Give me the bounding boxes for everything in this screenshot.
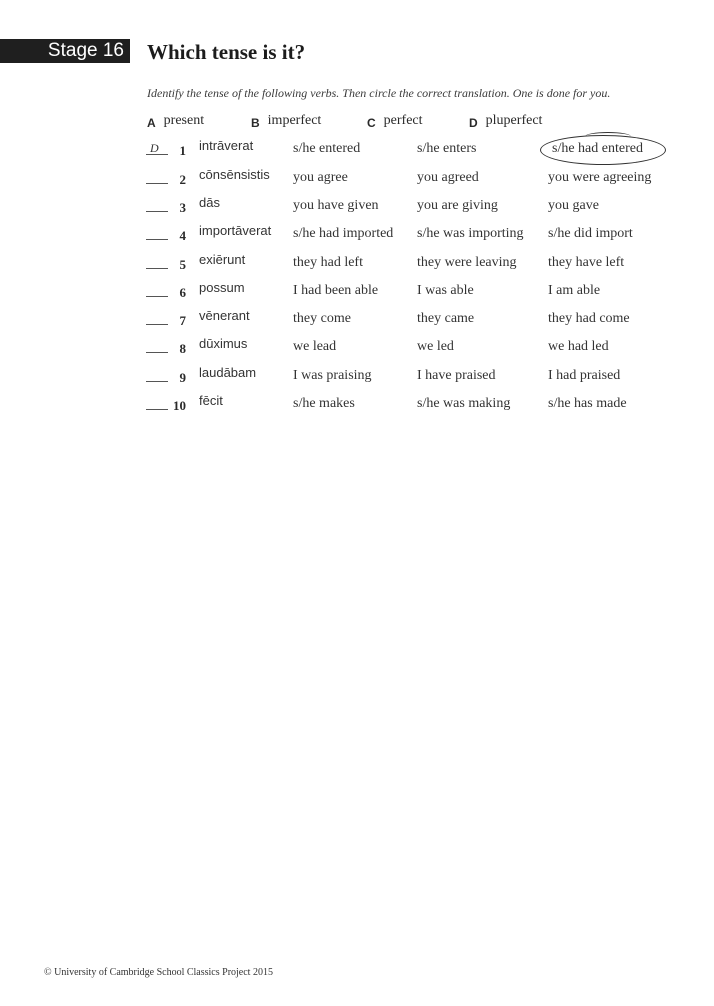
latin-verb: importāverat	[199, 223, 272, 238]
exercise-row	[0, 280, 714, 309]
translation-option[interactable]: I have praised	[417, 368, 496, 383]
translation-option-circled[interactable]: s/he had entered	[552, 141, 643, 156]
translation-option[interactable]: s/he has made	[548, 396, 627, 411]
answer-blank[interactable]	[146, 239, 168, 240]
answer-blank[interactable]	[146, 381, 168, 382]
exercise-row	[0, 336, 714, 365]
translation-option[interactable]: you are giving	[417, 198, 498, 213]
latin-verb: dūximus	[199, 336, 248, 351]
answer-blank[interactable]	[146, 409, 168, 410]
item-number: 5	[179, 257, 186, 272]
stage-badge: Stage 16	[0, 39, 130, 63]
translation-option[interactable]: s/he entered	[293, 141, 361, 156]
translation-option[interactable]: s/he makes	[293, 396, 355, 411]
instructions: Identify the tense of the following verbs. Then circle the correct translation. One is done for you.	[147, 86, 611, 100]
pen-stroke-mark	[585, 132, 631, 141]
exercise-row	[0, 393, 714, 422]
translation-option[interactable]: s/he was making	[417, 396, 511, 411]
translation-option[interactable]: we had led	[548, 339, 609, 354]
key-item-b	[251, 113, 321, 129]
key-label: present	[163, 113, 205, 128]
key-item-d	[469, 113, 542, 129]
answer-blank[interactable]	[146, 352, 168, 353]
translation-option[interactable]: they were leaving	[417, 255, 517, 270]
translation-option[interactable]: I had praised	[548, 368, 621, 383]
translation-option[interactable]: you agreed	[417, 170, 479, 185]
latin-verb: cōnsēnsistis	[199, 167, 270, 182]
answer-blank[interactable]	[146, 324, 168, 325]
translation-option[interactable]: you were agreeing	[548, 170, 652, 185]
key-label: pluperfect	[485, 113, 543, 128]
translation-option[interactable]: they had come	[548, 311, 630, 326]
answer-blank[interactable]	[146, 211, 168, 212]
answer-blank[interactable]	[146, 268, 168, 269]
page-title: Which tense is it?	[147, 40, 306, 64]
translation-option[interactable]: s/he had imported	[293, 226, 394, 241]
translation-option[interactable]: I had been able	[293, 283, 379, 298]
translation-option[interactable]: you gave	[548, 198, 599, 213]
exercise-row	[0, 308, 714, 337]
translation-option[interactable]: they came	[417, 311, 475, 326]
translation-option[interactable]: s/he did import	[548, 226, 633, 241]
item-number: 1	[179, 143, 186, 158]
item-number: 4	[179, 228, 186, 243]
item-number: 7	[179, 313, 186, 328]
translation-option[interactable]: you have given	[293, 198, 379, 213]
latin-verb: vēnerant	[199, 308, 250, 323]
translation-option[interactable]: s/he was importing	[417, 226, 524, 241]
exercise-row	[0, 252, 714, 281]
translation-option[interactable]: I was able	[417, 283, 474, 298]
exercise-row	[0, 365, 714, 394]
translation-option[interactable]: I am able	[548, 283, 601, 298]
answer-blank[interactable]	[146, 296, 168, 297]
key-label: imperfect	[267, 113, 322, 128]
translation-option[interactable]: I was praising	[293, 368, 372, 383]
translation-option[interactable]: we led	[417, 339, 454, 354]
exercise-row	[0, 167, 714, 196]
answer-text: D	[150, 141, 159, 155]
item-number: 6	[179, 285, 186, 300]
exercise-row	[0, 138, 714, 167]
key-letter: C	[367, 116, 376, 130]
key-item-c	[367, 113, 423, 129]
latin-verb: fēcit	[199, 393, 223, 408]
latin-verb: dās	[199, 195, 220, 210]
item-number: 3	[179, 200, 186, 215]
translation-option[interactable]: they had left	[293, 255, 363, 270]
translation-option[interactable]: they have left	[548, 255, 625, 270]
key-letter: B	[251, 116, 260, 130]
translation-option[interactable]: you agree	[293, 170, 348, 185]
translation-option[interactable]: s/he enters	[417, 141, 477, 156]
translation-option[interactable]: they come	[293, 311, 351, 326]
latin-verb: intrāverat	[199, 138, 254, 153]
exercise-row	[0, 195, 714, 224]
key-item-a	[147, 113, 204, 129]
latin-verb: exiērunt	[199, 252, 246, 267]
latin-verb: laudābam	[199, 365, 257, 380]
answer-blank[interactable]	[146, 183, 168, 184]
latin-verb: possum	[199, 280, 245, 295]
key-letter: A	[147, 116, 156, 130]
copyright-footer: © University of Cambridge School Classics Project 2015	[44, 967, 273, 978]
exercise-row	[0, 223, 714, 252]
key-letter: D	[469, 116, 478, 130]
key-label: perfect	[383, 113, 423, 128]
item-number: 2	[179, 172, 186, 187]
translation-option[interactable]: we lead	[293, 339, 337, 354]
item-number: 10	[173, 398, 186, 413]
item-number: 8	[179, 341, 186, 356]
item-number: 9	[179, 370, 186, 385]
